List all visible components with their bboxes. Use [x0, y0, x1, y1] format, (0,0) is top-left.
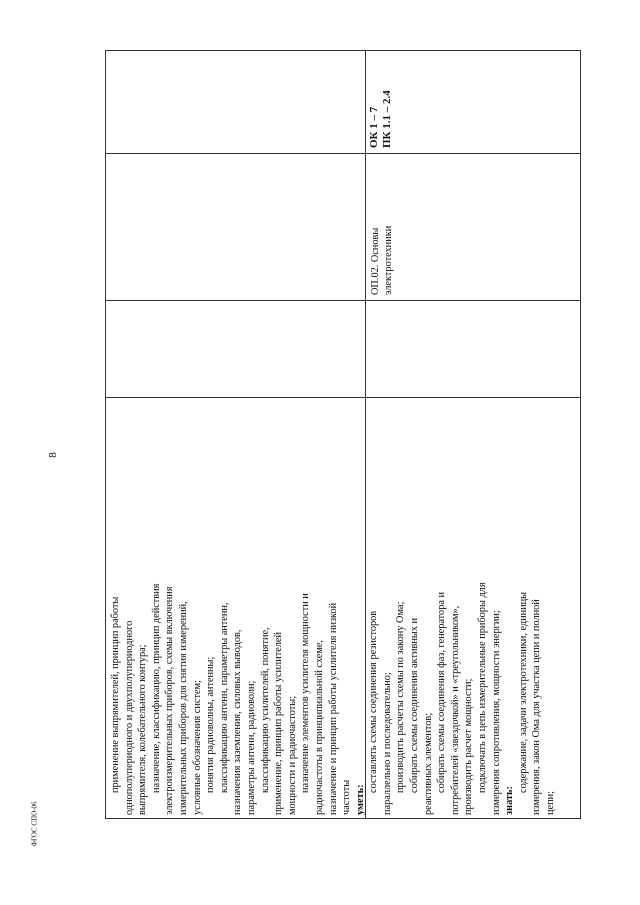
content-line: понятия радиоволны, антенны; [205, 656, 217, 793]
content-line: знать: [504, 786, 516, 815]
competencies-cell [368, 53, 408, 148]
content-line: параллельно и последовательно; [381, 672, 393, 815]
content-line: частоты [341, 779, 353, 815]
competencies-line-2: ПК 1.1 – 2.4 [380, 90, 393, 148]
content-line: назначение, классификацию, принцип действия [150, 583, 162, 793]
table-border-right [580, 50, 581, 819]
table-border-left [105, 50, 106, 819]
competencies-line-1: ОК 1 – 7 [368, 106, 380, 148]
table-border-bottom [105, 818, 581, 819]
content-line: производить расчеты схемы по закону Ома; [395, 601, 407, 793]
content-line: реактивных элементов; [422, 712, 434, 815]
content-line: измерения сопротивления, мощности энергии; [490, 610, 502, 815]
content-line: мощности и радиочастоты; [286, 695, 298, 815]
content-line: потребителей «звездочкой» и «треугольником», [449, 605, 461, 815]
content-line: цепи; [545, 791, 556, 815]
content-line: подключать в цепь измерительные приборы для [477, 582, 489, 793]
table-col-divider [105, 300, 581, 301]
content-line: составлять схемы соединения резисторов [368, 610, 380, 793]
content-line: радиочастоты в принципиальной схеме, [313, 640, 325, 815]
content-line: собирать схемы соединения фаз, генератора и [436, 592, 448, 793]
content-line: содержание, задачи электротехники, единицы [517, 591, 529, 793]
content-line: классификацию усилителей, понятие, [259, 627, 271, 793]
content-line: условные обозначения систем; [191, 680, 203, 815]
content-line: классификацию антенн, параметры антенн, [218, 602, 230, 793]
content-cell [109, 402, 561, 815]
content-line: назначения заземления, силовых выводов, [232, 629, 244, 815]
content-line: собирать схемы соединения активных и [409, 617, 421, 793]
discipline-line-1: ОП.02. Основы [370, 227, 381, 295]
discipline-cell [369, 155, 409, 295]
content-line: электроизмерительных приборов, схемы включения [164, 586, 176, 815]
content-line: применение, принцип работы усилителей [273, 632, 285, 815]
content-line: производить расчет мощности; [463, 678, 475, 815]
footer-label: ФГОС СПО-06 [30, 801, 39, 847]
content-line: назначение элементов усилителя мощности и [300, 593, 312, 793]
content-line: уметь: [354, 784, 366, 815]
content-line: измерения, закон Ома для участка цепи и полной [531, 599, 543, 815]
content-line: измерительных приборов для снятия измерений, [177, 601, 189, 815]
content-line: параметры антенн, радиоволн; [245, 680, 257, 815]
content-line: назначение и принцип работы усилителя низкой [327, 602, 339, 815]
content-line: выпрямителя, колебательного контура; [137, 644, 149, 815]
content-line: однополупериодного и двухполупериодного [123, 620, 135, 815]
content-lines [109, 402, 558, 815]
table-border-top [105, 50, 581, 51]
content-line: применение выпрямителей, принцип работы [110, 596, 121, 793]
table-col-divider [105, 153, 581, 154]
discipline-line-2: электротехники [383, 225, 395, 295]
table-col-divider [105, 397, 581, 398]
page-number: 8 [46, 452, 59, 458]
